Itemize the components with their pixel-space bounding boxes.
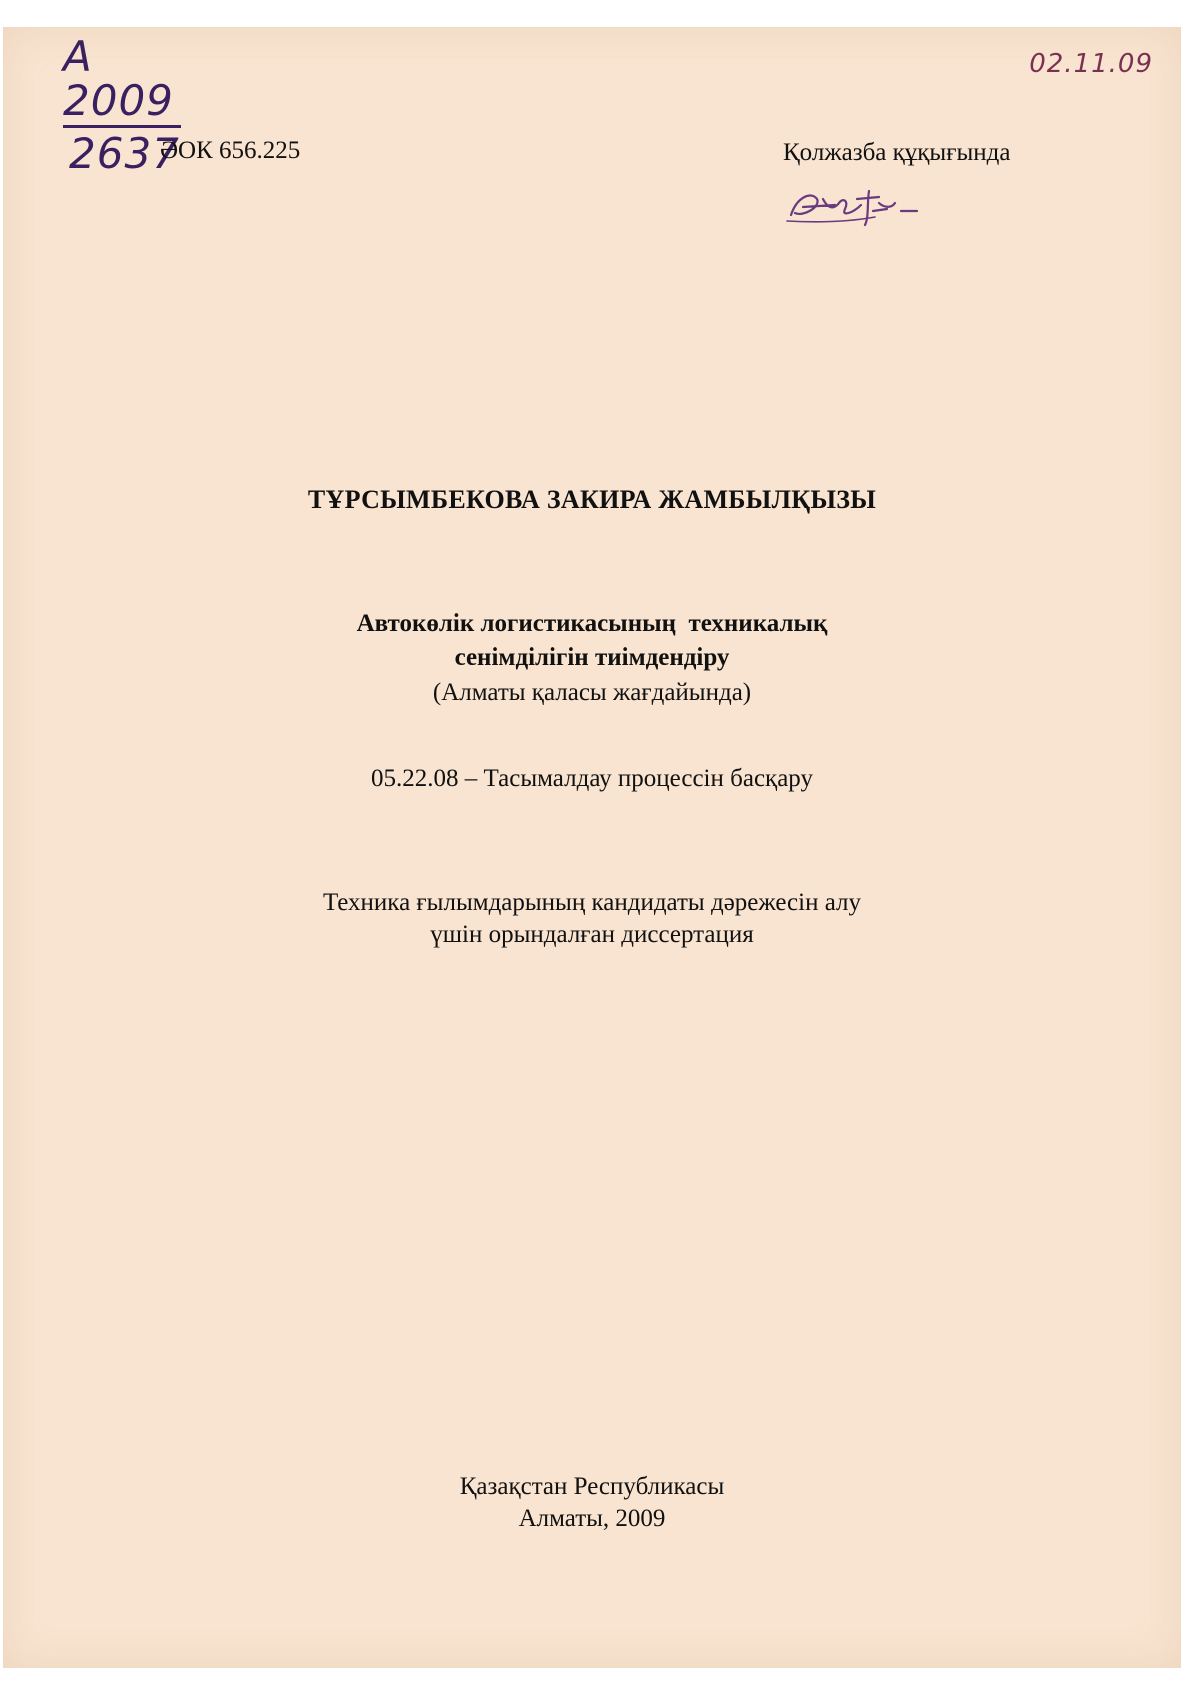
- author-name: ТҰРСЫМБЕКОВА ЗАКИРА ЖАМБЫЛҚЫЗЫ: [307, 485, 877, 514]
- dissertation-title: [3, 607, 1181, 675]
- manuscript-rights: Қолжазба құқығында: [783, 139, 1011, 166]
- degree-statement: [3, 887, 1181, 951]
- degree-line-2: үшін орындалған диссертация: [430, 921, 754, 948]
- city-year: Алматы, 2009: [518, 1505, 666, 1532]
- signature-icon: [783, 177, 923, 237]
- specialty-code: 05.22.08 – Тасымалдау процессін басқару: [371, 765, 813, 792]
- handwritten-date: 02.11.09: [1029, 49, 1153, 79]
- title-line-2: сенімділігін тиімдендіру: [454, 644, 730, 671]
- country: Қазақстан Республикасы: [459, 1473, 725, 1500]
- degree-line-1: Техника ғылымдарының кандидаты дәрежесін алу: [322, 889, 862, 916]
- dissertation-subtitle: (Алматы қаласы жағдайында): [432, 679, 752, 706]
- accession-bottom: 2637: [69, 129, 180, 178]
- place-and-year: [3, 1471, 1181, 1535]
- accession-top: A 2009: [63, 35, 181, 128]
- udc-code: ӘОК 656.225: [160, 137, 301, 164]
- document-page: [3, 27, 1181, 1668]
- title-line-1: Автокөлік логистикасының техникалық: [356, 610, 828, 637]
